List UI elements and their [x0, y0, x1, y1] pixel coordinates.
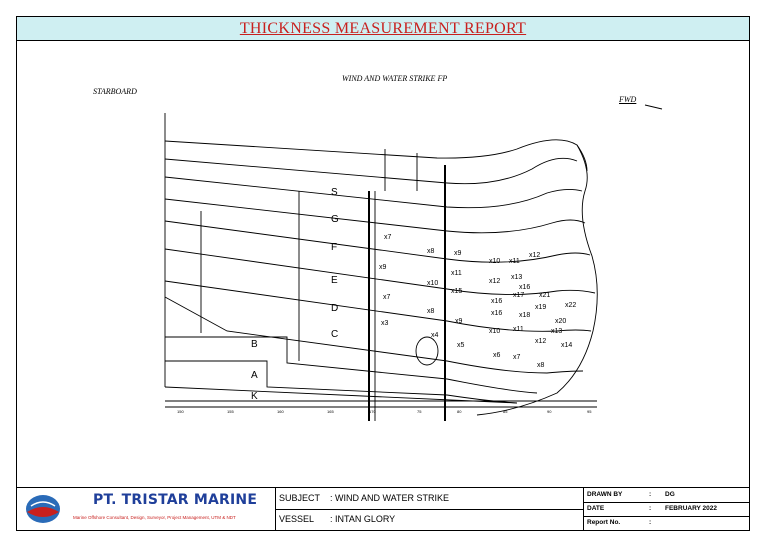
frame-number-label: 80	[457, 409, 462, 414]
measurement-point-label: x5	[457, 342, 465, 349]
meta-cell	[583, 488, 749, 531]
measurement-point-label: x11	[513, 326, 524, 333]
measurement-point-label: x21	[539, 292, 551, 299]
deck-line	[165, 140, 587, 171]
measurement-point-label: x10	[427, 280, 439, 287]
measurement-point-label: x15	[451, 288, 463, 295]
measurement-point-label: x9	[455, 318, 463, 325]
side-label: STARBOARD	[93, 87, 137, 96]
strake-label: F	[331, 242, 338, 253]
drawn-by-label: DRAWN BY	[587, 491, 623, 498]
measurement-point-label: x11	[509, 258, 520, 265]
strake-label: E	[331, 275, 338, 286]
measurement-point-label: x6	[493, 352, 501, 359]
measurement-point-label: x20	[555, 318, 567, 325]
strake-label: K	[251, 391, 258, 402]
seam-7	[165, 297, 583, 373]
frame-number-label: 160	[277, 409, 284, 414]
subject-label: SUBJECT	[279, 493, 321, 503]
measurement-point-label: x14	[561, 342, 573, 349]
frame-number-label: 165	[327, 409, 334, 414]
measurement-point-label: x8	[427, 248, 435, 255]
company-cell	[17, 488, 276, 531]
measurement-point-label: x13	[511, 274, 523, 281]
seam-1	[165, 158, 577, 183]
measurement-point-label: x8	[427, 308, 435, 315]
frame-number-label: 170	[369, 409, 376, 414]
measurement-point-label: x12	[535, 338, 547, 345]
strake-label: B	[251, 339, 258, 350]
measurement-point-label: x9	[454, 250, 462, 257]
measurement-point-label: x16	[519, 284, 531, 291]
subject-value: : WIND AND WATER STRIKE	[330, 493, 450, 503]
measurement-point-label: x10	[489, 258, 501, 265]
measurement-point-label: x13	[551, 328, 563, 335]
measurement-point-label: x18	[519, 312, 531, 319]
measurement-point-label: x12	[489, 278, 501, 285]
report-title: THICKNESS MEASUREMENT REPORT	[239, 20, 527, 37]
report-no-row: Report No. :	[583, 516, 749, 530]
subject-row	[275, 488, 583, 510]
vessel-value: : INTAN GLORY	[330, 514, 396, 524]
shell-expansion-drawing	[17, 41, 749, 487]
measurement-point-label: x17	[513, 292, 525, 299]
measurement-point-label: x19	[535, 304, 547, 311]
seam-8	[165, 337, 537, 393]
strake-label: G	[331, 214, 339, 225]
date-label: DATE	[587, 505, 605, 512]
measurement-point-label: x12	[529, 252, 541, 259]
report-title-bar	[17, 17, 749, 41]
title-block	[17, 487, 749, 531]
measurement-point-label: x7	[383, 294, 391, 301]
measurement-point-label: x11	[451, 270, 462, 277]
seam-2	[165, 177, 582, 208]
date-row: DATE : FEBRUARY 2022	[583, 502, 749, 517]
company-tagline: Marine Offshore Consultant, Design, Surveyor, Project Management, UTM & NDT	[73, 515, 236, 520]
company-name: PT. TRISTAR MARINE	[93, 492, 258, 508]
frame-number-label: 85	[503, 409, 508, 414]
measurement-point-label: x16	[491, 298, 503, 305]
drawn-by-row: DRAWN BY : DG	[583, 488, 749, 503]
measurement-point-label: x8	[537, 362, 545, 369]
strake-label: A	[251, 370, 258, 381]
frame-number-label: 95	[587, 409, 592, 414]
report-no-label: Report No.	[587, 519, 621, 526]
fwd-arrow	[645, 105, 662, 109]
measurement-point-label: x7	[384, 234, 392, 241]
report-sheet	[16, 16, 750, 531]
frame-number-label: 150	[177, 409, 184, 414]
seam-4	[165, 221, 590, 262]
measurement-point-label: x9	[379, 264, 387, 271]
diagram-title: WIND AND WATER STRIKE FP	[342, 74, 448, 83]
date-value: FEBRUARY 2022	[665, 505, 718, 512]
frame-number-label: 155	[227, 409, 234, 414]
vessel-row	[275, 509, 583, 530]
subject-cell	[275, 488, 584, 531]
frame-number-label: 90	[547, 409, 552, 414]
direction-label: FWD	[619, 95, 637, 104]
strake-label: S	[331, 187, 338, 198]
measurement-point-label: x16	[491, 310, 503, 317]
strake-label: D	[331, 303, 339, 314]
measurement-point-label: x3	[381, 320, 389, 327]
strake-label: C	[331, 329, 339, 340]
measurement-point-label: x10	[489, 328, 501, 335]
frame-number-label: 75	[417, 409, 422, 414]
measurement-point-label: x4	[431, 332, 439, 339]
drawn-by-value: DG	[665, 491, 675, 498]
vessel-label: VESSEL	[279, 514, 315, 524]
hull-opening	[416, 337, 438, 365]
measurement-point-label: x22	[565, 302, 577, 309]
measurement-point-label: x7	[513, 354, 521, 361]
hull-drawing-svg	[17, 41, 749, 487]
company-logo-icon	[23, 492, 63, 526]
